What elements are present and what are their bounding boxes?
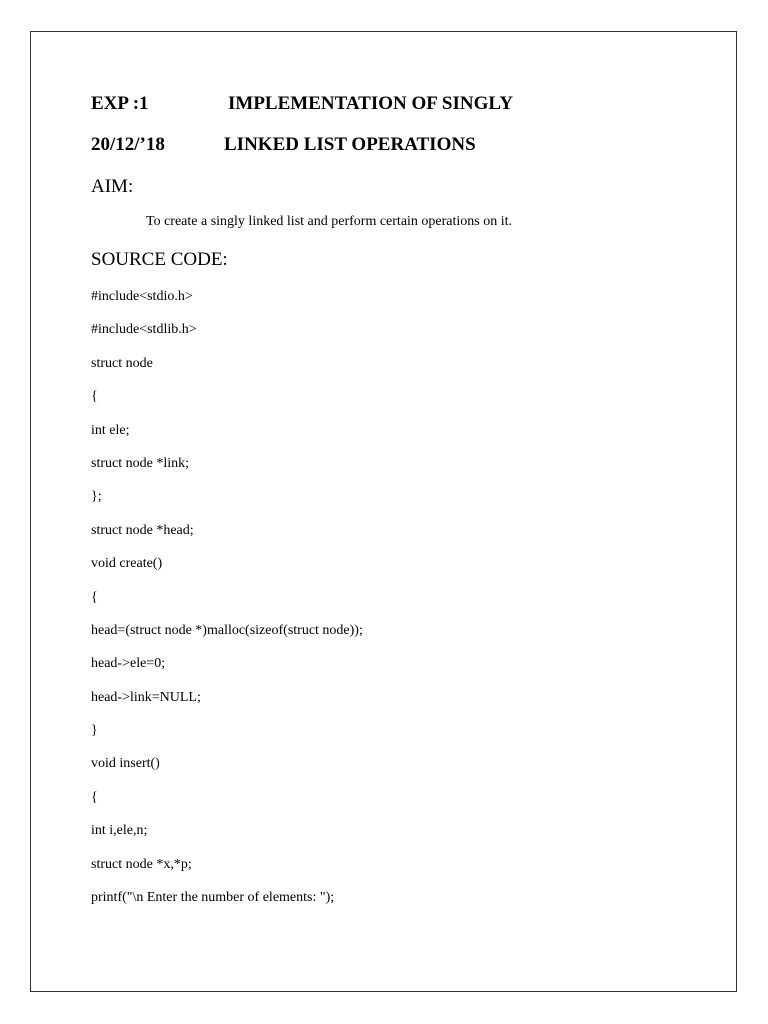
title-line-1: IMPLEMENTATION OF SINGLY (228, 93, 514, 114)
code-line: printf("\n Enter the number of elements: "); (91, 890, 335, 906)
code-line: } (91, 723, 98, 739)
code-line: int ele; (91, 422, 130, 438)
code-line: void insert() (91, 756, 160, 772)
code-line: struct node (91, 355, 153, 371)
date-label: 20/12/’18 (91, 134, 165, 155)
code-line: head->ele=0; (91, 656, 166, 672)
code-line: head=(struct node *)malloc(sizeof(struct node)); (91, 622, 363, 638)
code-line: struct node *x,*p; (91, 856, 192, 872)
code-line: { (91, 789, 98, 805)
aim-heading: AIM: (91, 176, 134, 197)
code-line: { (91, 389, 98, 405)
code-line: head->link=NULL; (91, 689, 201, 705)
aim-text: To create a singly linked list and perform certain operations on it. (146, 214, 513, 229)
code-line: }; (91, 489, 102, 505)
source-code-block (91, 285, 363, 919)
code-line: { (91, 589, 98, 605)
code-line: struct node *head; (91, 522, 194, 538)
code-line: #include<stdlib.h> (91, 322, 197, 338)
code-line: struct node *link; (91, 455, 189, 471)
title-line-2: LINKED LIST OPERATIONS (224, 134, 476, 155)
code-line: #include<stdio.h> (91, 289, 193, 304)
exp-label: EXP :1 (91, 93, 149, 114)
code-line: int i,ele,n; (91, 823, 148, 839)
code-line: void create() (91, 556, 163, 572)
source-code-heading: SOURCE CODE: (91, 249, 228, 270)
